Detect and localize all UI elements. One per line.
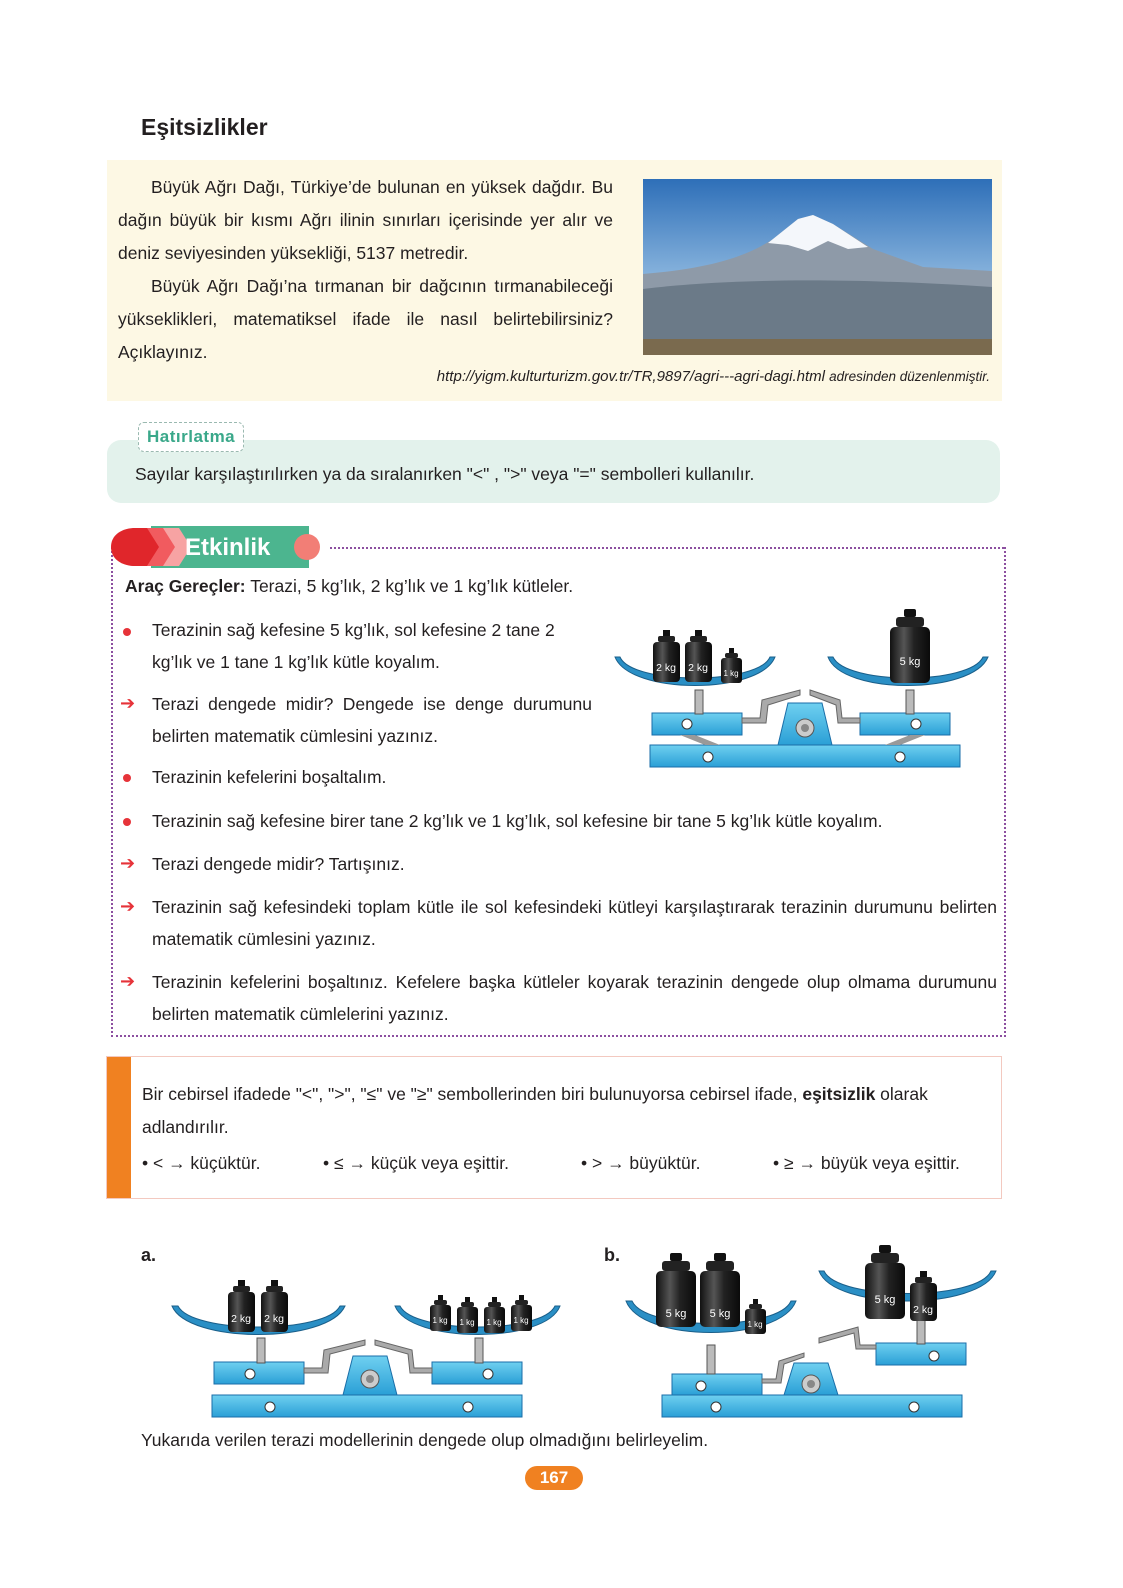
source-suffix: adresinden düzenlenmiştir. <box>829 369 990 384</box>
arrow-icon: ➔ <box>120 853 136 873</box>
symbol-less-equal: • ≤ → küçük veya eşittir. <box>323 1153 509 1173</box>
weight-1kg <box>484 1297 505 1333</box>
activity-item-3: Terazinin kefelerini boşaltalım. <box>152 767 387 787</box>
page-number: 167 <box>525 1466 583 1490</box>
svg-text:2 kg: 2 kg <box>656 662 676 674</box>
tools-text: Terazi, 5 kg’lık, 2 kg’lık ve 1 kg’lık kütleler. <box>250 576 574 596</box>
tools-line <box>125 576 573 597</box>
figure-label-b: b. <box>604 1245 620 1265</box>
weight-1kg <box>721 648 742 683</box>
svg-text:1 kg: 1 kg <box>723 669 739 678</box>
svg-text:5 kg: 5 kg <box>665 1308 687 1320</box>
activity-item-6: Terazinin sağ kefesindeki toplam kütle ile sol kefesindeki kütleyi karşılaştırarak terazinin durumunu belirten matematik cümlesini yazınız. <box>152 897 997 949</box>
definition-accent-bar <box>107 1057 131 1198</box>
symbol-greater-than: • > → büyüktür. <box>581 1153 701 1173</box>
intro-box <box>107 160 1002 401</box>
weight-2kg <box>653 630 680 682</box>
bottom-question: Yukarıda verilen terazi modellerinin dengede olup olmadığını belirleyelim. <box>141 1430 709 1450</box>
source-url: http://yigm.kulturturizm.gov.tr/TR,9897/agri---agri-dagi.html <box>436 368 825 385</box>
svg-text:2 kg: 2 kg <box>688 662 708 674</box>
weight-2kg <box>910 1271 937 1321</box>
mountain-photo <box>643 179 992 355</box>
weight-2kg <box>685 630 712 682</box>
svg-text:5 kg: 5 kg <box>899 656 921 668</box>
activity-item-1: Terazinin sağ kefesine 5 kg’lık, sol kefesine 2 tane 2 kg’lık ve 1 tane 1 kg’lık kütle koyalım. <box>152 620 555 672</box>
weight-5kg <box>865 1245 905 1319</box>
definition-text-after: olarak adlandırılır. <box>142 1084 928 1137</box>
svg-text:1 kg: 1 kg <box>513 1316 529 1325</box>
page-title: Eşitsizlikler <box>141 114 268 140</box>
svg-text:1 kg: 1 kg <box>432 1316 448 1325</box>
balance-scale-a <box>170 1278 562 1420</box>
arrow-icon: ➔ <box>120 896 136 916</box>
svg-text:1 kg: 1 kg <box>459 1318 475 1327</box>
activity-title: Etkinlik <box>185 534 271 561</box>
svg-text:1 kg: 1 kg <box>747 1320 763 1329</box>
reminder-label: Hatırlatma <box>138 422 244 452</box>
svg-text:5 kg: 5 kg <box>709 1308 731 1320</box>
intro-paragraph-1: Büyük Ağrı Dağı, Türkiye’de bulunan en yüksek dağdır. Bu dağın büyük bir kısmı Ağrı ilinin sınırları içerisinde yer alır ve deniz seviyesinden yüksekliği, 5137 metredir. <box>118 177 613 263</box>
definition-text <box>142 1078 987 1144</box>
source-citation <box>437 368 990 385</box>
arrow-icon: ➔ <box>120 971 136 991</box>
svg-text:2 kg: 2 kg <box>913 1304 933 1316</box>
weight-1kg <box>430 1295 451 1331</box>
bullet-dot <box>123 818 131 826</box>
balance-scale-activity <box>610 605 995 770</box>
tools-label: Araç Gereçler: <box>125 576 246 596</box>
weight-1kg <box>745 1299 766 1334</box>
symbol-greater-equal: • ≥ → büyük veya eşittir. <box>773 1153 960 1173</box>
svg-text:5 kg: 5 kg <box>874 1294 896 1306</box>
definition-text-before: Bir cebirsel ifadede "<", ">", "≤" ve "≥" sembollerinden biri bulunuyorsa cebirsel ifade, <box>142 1084 803 1104</box>
activity-item-4: Terazinin sağ kefesine birer tane 2 kg’lık ve 1 kg’lık, sol kefesine bir tane 5 kg’lık kütle koyalım. <box>152 811 883 831</box>
symbol-less-than: • < → küçüktür. <box>142 1153 261 1173</box>
activity-item-2: Terazi dengede midir? Dengede ise denge durumunu belirten matematik cümlesini yazınız. <box>152 694 592 746</box>
balance-scale-b <box>624 1243 1000 1418</box>
activity-item-5: Terazi dengede midir? Tartışınız. <box>152 854 405 874</box>
definition-term: eşitsizlik <box>802 1084 876 1104</box>
svg-text:2 kg: 2 kg <box>264 1313 284 1325</box>
bullet-dot <box>123 628 131 636</box>
arrow-icon: ➔ <box>120 693 136 713</box>
reminder-text: Sayılar karşılaştırılırken ya da sıralanırken "<" , ">" veya "=" sembolleri kullanılır. <box>135 464 755 484</box>
bullet-dot <box>123 774 131 782</box>
weight-2kg <box>261 1280 288 1332</box>
activity-item-7: Terazinin kefelerini boşaltınız. Kefelere başka kütleler koyarak terazinin dengede olup olmama durumunu belirten matematik cümlelerini yazınız. <box>152 972 997 1024</box>
intro-paragraph-2: Büyük Ağrı Dağı’na tırmanan bir dağcının tırmanabileceği yükseklikleri, matematiksel ifade ile nasıl belirtebilirsiniz? Açıklayınız. <box>118 276 613 362</box>
weight-5kg <box>656 1253 696 1327</box>
scale-base <box>650 690 960 767</box>
weight-1kg <box>457 1297 478 1333</box>
weight-5kg <box>700 1253 740 1327</box>
svg-text:1 kg: 1 kg <box>486 1318 502 1327</box>
figure-label-a: a. <box>141 1245 157 1265</box>
weight-5kg <box>890 609 930 683</box>
weight-2kg <box>228 1280 255 1332</box>
weight-1kg <box>511 1295 532 1331</box>
svg-text:2 kg: 2 kg <box>231 1313 251 1325</box>
